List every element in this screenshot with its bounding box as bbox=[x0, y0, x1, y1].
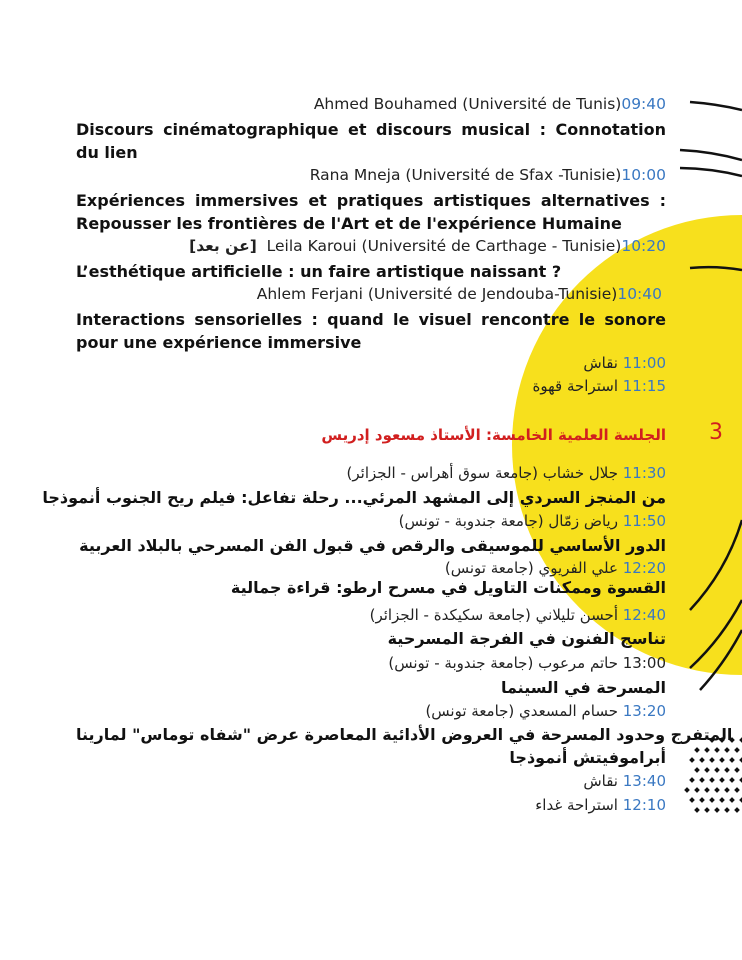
talk-2-time: 10:00 bbox=[621, 166, 666, 184]
pattern-dot bbox=[694, 747, 700, 753]
ar-talk-1-speaker: 11:30 جلال خشاب (جامعة سوق أهراس - الجزائر) bbox=[346, 464, 666, 482]
talk-4-title: Interactions sensorielles : quand le visuel rencontre le sonore pour une expérience immersive bbox=[76, 310, 666, 352]
pattern-dot bbox=[694, 807, 700, 813]
pattern-dot bbox=[689, 777, 695, 783]
ar-talk-6-speaker: 13:20 حسام المسعدي (جامعة تونس) bbox=[425, 702, 666, 720]
pattern-dot bbox=[699, 797, 705, 803]
talk-1-title: Discours cinématographique et discours musical : Connotation du lien bbox=[76, 120, 666, 162]
pattern-dot bbox=[709, 777, 715, 783]
talk-3-title: L’esthétique artificielle : un faire artistique naissant ? bbox=[76, 262, 562, 281]
pattern-dot bbox=[729, 777, 735, 783]
pattern-dot bbox=[709, 757, 715, 763]
ar-talk-4-title: تناسج الفنون في الفرجة المسرحية bbox=[387, 629, 666, 648]
page-number: 3 bbox=[709, 420, 723, 445]
ar-talk-6-title-line1: المتفرج وحدود المسرحة في العروض الأدائية المعاصرة عرض "شفاه توماس" لمارينا bbox=[76, 725, 733, 744]
ar-talk-6-title-line2: أبراموفيتش أنموذجا bbox=[509, 748, 666, 767]
pattern-dot bbox=[704, 787, 710, 793]
pattern-dot bbox=[694, 787, 700, 793]
pattern-dot bbox=[714, 767, 720, 773]
pattern-dot bbox=[734, 787, 740, 793]
ar-talk-4-speaker: 12:40 أحسن تليلاني (جامعة سكيكدة - الجزائر) bbox=[369, 606, 666, 624]
pattern-dot bbox=[724, 767, 730, 773]
talk-4-speaker-line bbox=[257, 285, 662, 303]
ar-talk-2-speaker: 11:50 رياض زمّال (جامعة جندوبة - تونس) bbox=[398, 512, 666, 530]
pattern-dot bbox=[724, 787, 730, 793]
pattern-dot bbox=[694, 767, 700, 773]
talk-3-speaker: Leila Karoui (Université de Carthage - Tunisie) bbox=[266, 237, 622, 255]
pattern-dot bbox=[734, 747, 740, 753]
talk-3-speaker-line bbox=[189, 237, 666, 255]
pattern-dot bbox=[729, 797, 735, 803]
break-discussion-2: 13:40 نقاش bbox=[583, 772, 666, 790]
ar-talk-5-speaker: 13:00 حاتم مرعوب (جامعة جندوبة - تونس) bbox=[388, 654, 666, 672]
pattern-dot bbox=[734, 767, 740, 773]
break-lunch: 12:10 استراحة غداء bbox=[535, 796, 666, 814]
arc-line-1 bbox=[680, 150, 742, 160]
ar-talk-2-title: الدور الأساسي للموسيقى والرقص في قبول الفن المسرحي بالبلاد العربية bbox=[79, 536, 666, 555]
talk-3-time: 10:20 bbox=[621, 237, 666, 255]
pattern-dot bbox=[719, 797, 725, 803]
pattern-dot bbox=[724, 807, 730, 813]
pattern-dot bbox=[704, 747, 710, 753]
pattern-dot bbox=[714, 747, 720, 753]
break-coffee: 11:15 استراحة قهوة bbox=[532, 377, 666, 395]
talk-1-speaker: Ahmed Bouhamed (Université de Tunis) bbox=[313, 95, 622, 113]
pattern-dot bbox=[689, 757, 695, 763]
pattern-dot bbox=[724, 747, 730, 753]
pattern-dot bbox=[734, 807, 740, 813]
session-title: الجلسة العلمية الخامسة: الأستاذ مسعود إدريس bbox=[321, 426, 666, 444]
talk-1-speaker-line bbox=[314, 95, 666, 113]
arc-line-2 bbox=[680, 168, 742, 176]
pattern-dot bbox=[689, 797, 695, 803]
pattern-dot bbox=[684, 787, 690, 793]
talk-4-speaker: Ahlem Ferjani (Université de Jendouba-Tunisie) bbox=[256, 285, 618, 303]
pattern-dot bbox=[699, 777, 705, 783]
pattern-dot bbox=[704, 767, 710, 773]
break-discussion-1: 11:00 نقاش bbox=[583, 354, 666, 372]
ar-talk-5-title: المسرحة في السينما bbox=[500, 678, 666, 697]
talk-2-speaker-line bbox=[310, 166, 666, 184]
pattern-dot bbox=[714, 787, 720, 793]
pattern-dot bbox=[714, 807, 720, 813]
talk-1-time: 09:40 bbox=[621, 95, 666, 113]
talk-4-time: 10:40 bbox=[617, 285, 662, 303]
ar-talk-3-title: القسوة وممكنات التاويل في مسرح ارطو: قراءة جمالية bbox=[230, 578, 666, 597]
pattern-dot bbox=[699, 757, 705, 763]
remote-badge: [عن بعد] bbox=[189, 237, 257, 255]
dot-pattern bbox=[684, 737, 742, 813]
arc-line-outer bbox=[690, 102, 742, 110]
pattern-dot bbox=[719, 757, 725, 763]
talk-2-speaker: Rana Mneja (Université de Sfax -Tunisie) bbox=[309, 166, 622, 184]
pattern-dot bbox=[704, 807, 710, 813]
pattern-dot bbox=[709, 797, 715, 803]
pattern-dot bbox=[719, 777, 725, 783]
pattern-dot bbox=[729, 757, 735, 763]
ar-talk-1-title: من المنجز السردي إلى المشهد المرئي... رحلة تفاعل: فيلم ريح الجنوب أنموذجا bbox=[42, 488, 666, 507]
talk-2-title: Expériences immersives et pratiques artistiques alternatives : Repousser les frontières de l'Art et de l'expérience Humaine bbox=[76, 191, 666, 233]
ar-talk-3-speaker: 12:20 علي الفريوي (جامعة تونس) bbox=[444, 559, 666, 577]
